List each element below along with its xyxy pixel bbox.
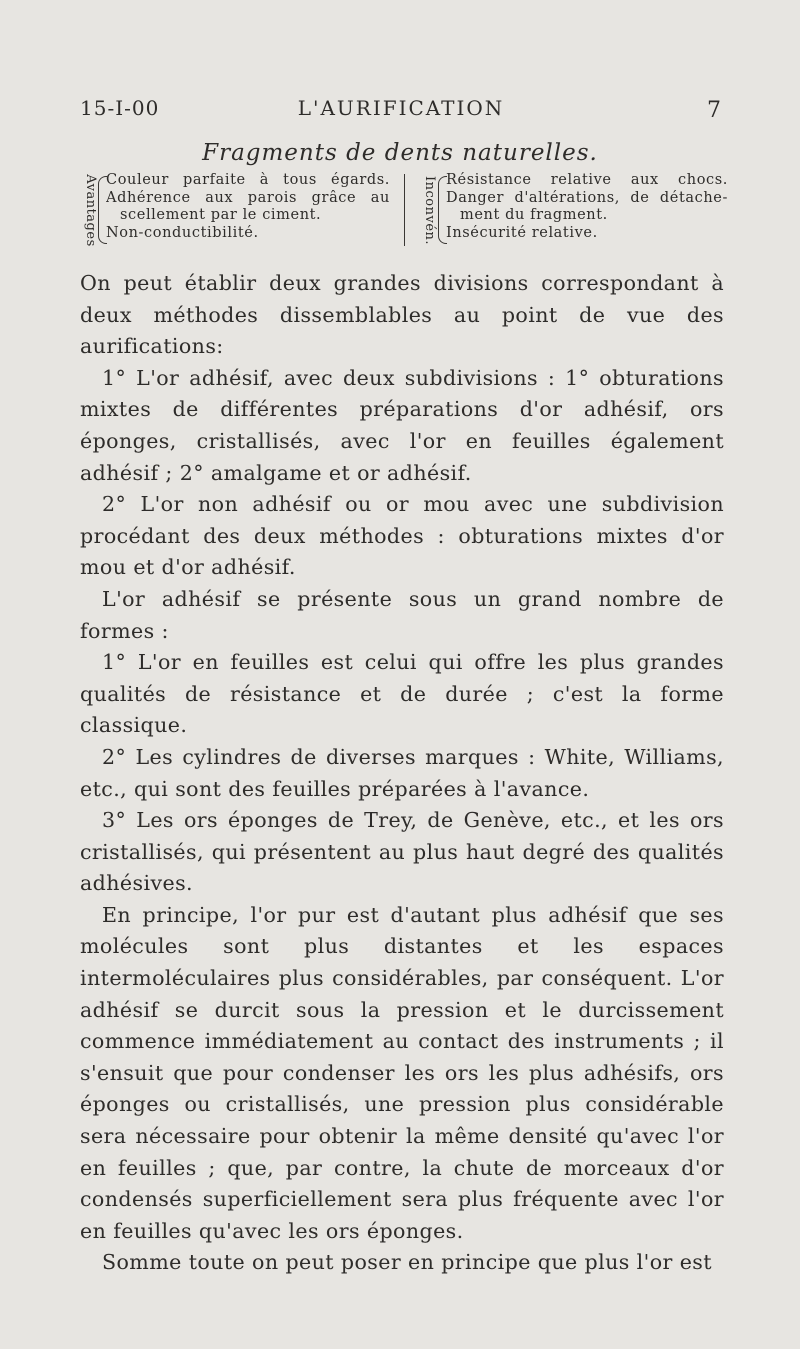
page-number: 7 <box>707 98 722 123</box>
column-divider <box>404 174 405 246</box>
drawbacks-list <box>446 172 728 242</box>
list-item: Danger d'altérations, de détache- <box>446 189 728 206</box>
running-header <box>80 96 722 126</box>
list-item: scellement par le ciment. <box>120 207 322 223</box>
drawbacks-column <box>420 172 728 248</box>
list-item: Adhérence aux parois grâce au <box>106 189 390 206</box>
issue-date: 15-I-00 <box>80 96 160 120</box>
advantages-list <box>106 172 390 242</box>
advantages-label: Avantages <box>82 173 98 247</box>
body-text <box>80 268 724 1279</box>
paragraph: 2° L'or non adhésif ou or mou avec une subdivision procédant des deux méthodes : obturations mixtes d'or mou et d'or adhésif. <box>80 492 724 580</box>
paragraph: 2° Les cylindres de diverses marques : White, Williams, etc., qui sont des feuilles préparées à l'avance. <box>80 744 724 801</box>
list-item: Non-conductibilité. <box>106 224 259 241</box>
list-item: Insécurité relative. <box>446 224 598 241</box>
section-subtitle: Fragments de dents naturelles. <box>202 140 598 166</box>
comparison-table <box>80 172 728 250</box>
list-item: ment du fragment. <box>460 207 608 223</box>
paragraph: 1° L'or adhésif, avec deux subdivisions : 1° obturations mixtes de différentes préparations d'or adhésif, ors éponges, cristallisés, avec l'or en feuilles également adhésif ; 2° amalgame et or adhésif. <box>80 365 724 485</box>
paragraph: Somme toute on peut poser en principe que plus l'or est <box>102 1250 712 1275</box>
list-item: Couleur parfaite à tous égards. <box>106 172 390 188</box>
paragraph: L'or adhésif se présente sous un grand nombre de formes : <box>80 586 724 643</box>
advantages-column <box>80 172 390 248</box>
paragraph: 3° Les ors éponges de Trey, de Genève, etc., et les ors cristallisés, qui présentent au plus haut degré des qualités adhésives. <box>80 808 724 896</box>
paragraph: En principe, l'or pur est d'autant plus adhésif que ses molécules sont plus distantes et les espaces intermoléculaires plus considérables, par conséquent. L'or adhésif se durcit sous la pression et le durcissement commence immédiatement au contact des instruments ; il s'ensuit que pour condenser les ors les plus adhésifs, ors éponges ou cristallisés, une pression plus considérable sera nécessaire pour obtenir la même densité qu'avec l'or en feuilles ; que, par contre, la chute de morceaux d'or condensés superficiellement sera plus fréquente avec l'or en feuilles qu'avec les ors éponges. <box>80 902 724 1243</box>
paragraph: 1° L'or en feuilles est celui qui offre les plus grandes qualités de résistance et de durée ; c'est la forme classique. <box>80 650 724 738</box>
paragraph: On peut établir deux grandes divisions correspondant à deux méthodes dissemblables au point de vue des aurifications: <box>80 271 724 359</box>
drawbacks-label: Inconvén. <box>422 175 438 245</box>
running-title: L'AURIFICATION <box>297 96 505 120</box>
list-item: Résistance relative aux chocs. <box>446 172 728 188</box>
